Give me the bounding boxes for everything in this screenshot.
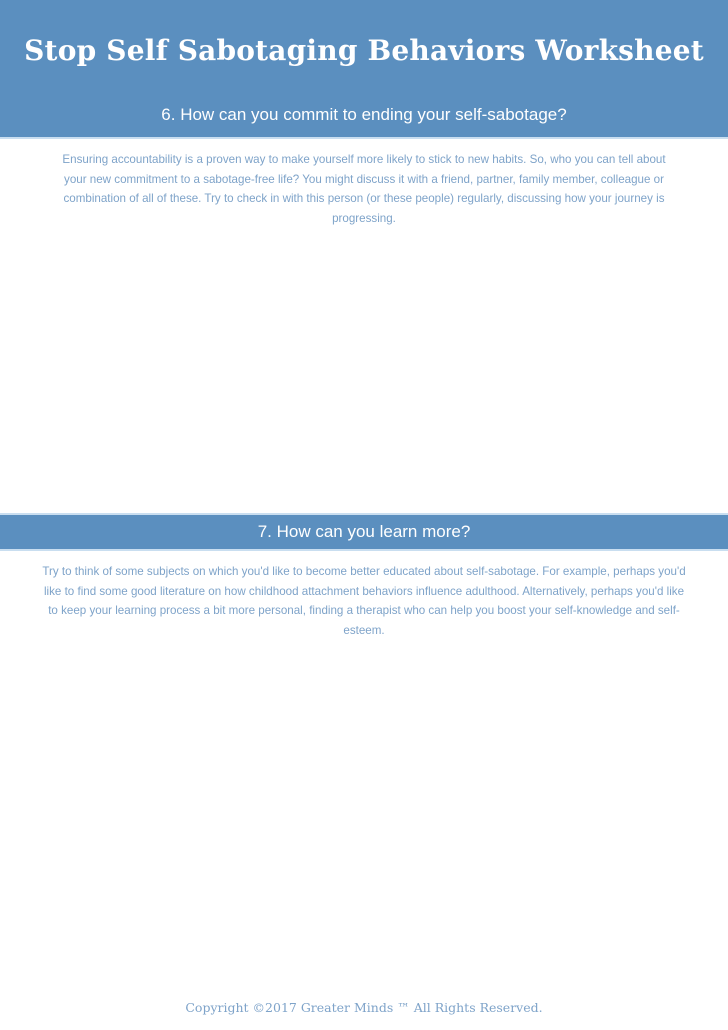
- copyright-footer: Copyright ©2017 Greater Minds ™ All Rights Reserved.: [185, 1000, 543, 1015]
- section-6-answer-area[interactable]: [0, 232, 728, 510]
- page-title: Stop Self Sabotaging Behaviors Worksheet: [24, 34, 704, 67]
- section-7-answer-area[interactable]: [0, 640, 728, 990]
- section-7-band: [0, 513, 728, 551]
- section-7-instructions: Try to think of some subjects on which you'd like to become better educated about self-sabotage. For example, perhaps you'd like to find some good literature on how childhood attachment behaviors influence adulthood. Alternatively, perhaps you'd like to keep your learning process a bit more personal, finding a therapist who can help you boost your self-knowledge and self-esteem.: [42, 565, 686, 637]
- section-6-instructions: Ensuring accountability is a proven way to make yourself more likely to stick to new habits. So, who you can tell about your new commitment to a sabotage-free life? You might discuss it with a friend, partner, family member, colleague or combination of all of these. Try to check in with this person (or these people) regularly, discussing how your journey is progressing.: [62, 153, 666, 225]
- header-band: [0, 0, 728, 139]
- section-7-heading: 7. How can you learn more?: [257, 522, 471, 541]
- section-6-heading: 6. How can you commit to ending your self-sabotage?: [161, 105, 567, 124]
